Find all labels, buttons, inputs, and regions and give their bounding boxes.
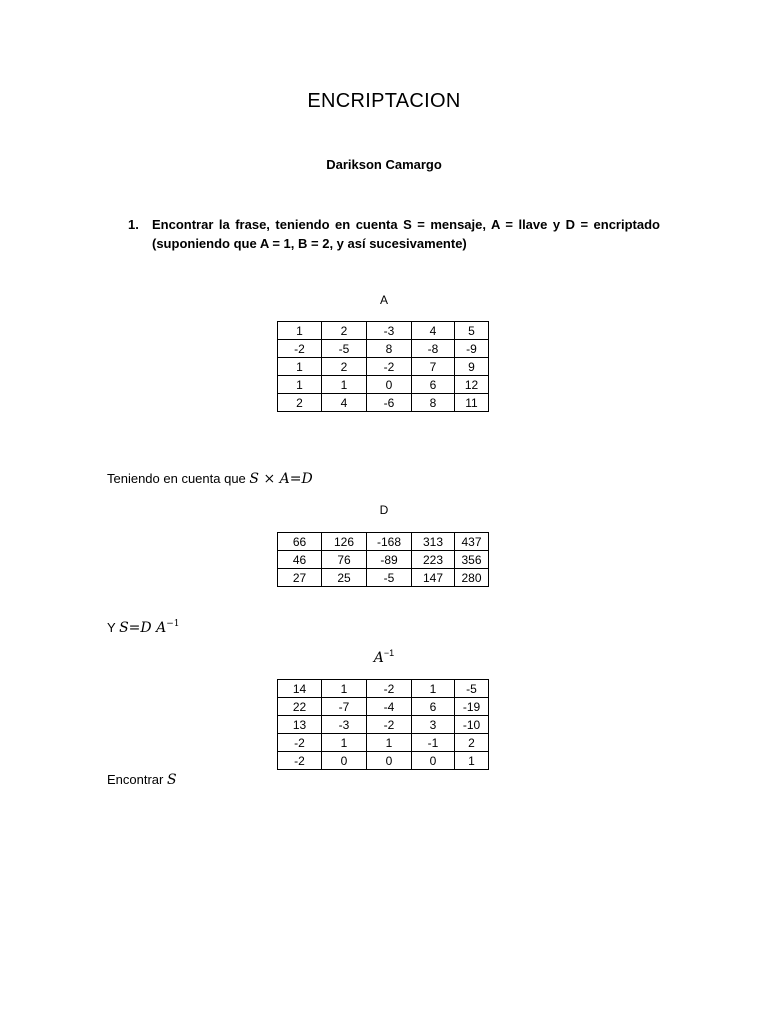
matrix-cell: -2	[367, 358, 412, 376]
matrix-cell: -4	[367, 698, 412, 716]
matrix-cell: 280	[455, 569, 489, 587]
matrix-row	[278, 569, 489, 587]
matrix-cell: -168	[367, 533, 412, 551]
matrix-d-label: D	[379, 503, 389, 517]
matrix-cell: 1	[278, 376, 322, 394]
matrix-cell: -5	[322, 340, 367, 358]
matrix-row	[278, 322, 489, 340]
matrix-cell: -89	[367, 551, 412, 569]
question-number: 1.	[128, 217, 139, 232]
matrix-cell: -2	[367, 716, 412, 734]
matrix-cell: 6	[412, 376, 455, 394]
equation	[249, 471, 312, 487]
document-title: ENCRIPTACION	[307, 90, 461, 112]
matrix-cell: 147	[412, 569, 455, 587]
matrix-row	[278, 698, 489, 716]
matrix-a-table	[277, 321, 489, 412]
matrix-row	[278, 716, 489, 734]
matrix-cell: 5	[455, 322, 489, 340]
matrix-cell: 2	[278, 394, 322, 412]
matrix-cell: -5	[455, 680, 489, 698]
statement-s-times-a-equals-d	[107, 471, 313, 487]
matrix-cell: -2	[278, 734, 322, 752]
matrix-cell: 12	[455, 376, 489, 394]
matrix-cell: 14	[278, 680, 322, 698]
matrix-row	[278, 551, 489, 569]
math-a: A	[156, 620, 167, 636]
label-base: A	[373, 650, 384, 666]
matrix-cell: 2	[322, 358, 367, 376]
matrix-cell: 437	[455, 533, 489, 551]
math-s: S	[119, 620, 129, 636]
math-d: D	[140, 620, 152, 636]
statement-text: Teniendo en cuenta que	[107, 471, 250, 486]
matrix-cell: 0	[322, 752, 367, 770]
statement-s-equals-d-a-inverse	[107, 620, 179, 636]
matrix-cell: -7	[322, 698, 367, 716]
matrix-cell: 0	[367, 376, 412, 394]
math-equals: =	[289, 471, 302, 487]
matrix-cell: 4	[322, 394, 367, 412]
matrix-cell: 76	[322, 551, 367, 569]
matrix-cell: 8	[367, 340, 412, 358]
matrix-cell: 25	[322, 569, 367, 587]
matrix-cell: 126	[322, 533, 367, 551]
matrix-row	[278, 376, 489, 394]
matrix-cell: 1	[455, 752, 489, 770]
matrix-row	[278, 533, 489, 551]
matrix-cell: 9	[455, 358, 489, 376]
author-name: Darikson Camargo	[326, 157, 442, 172]
statement-find-s	[107, 772, 177, 788]
matrix-row	[278, 340, 489, 358]
question-line-1: Encontrar la frase, teniendo en cuenta S = mensaje, A = llave y D = encriptado	[152, 217, 660, 232]
question-text	[152, 215, 660, 253]
math-times: ×	[263, 471, 276, 487]
matrix-row	[278, 734, 489, 752]
statement-text: Y	[107, 620, 120, 635]
matrix-a-inverse-table	[277, 679, 489, 770]
matrix-cell: -3	[367, 322, 412, 340]
math-s: S	[166, 772, 177, 788]
matrix-cell: 1	[278, 322, 322, 340]
matrix-cell: -5	[367, 569, 412, 587]
matrix-cell: 1	[322, 376, 367, 394]
matrix-cell: 8	[412, 394, 455, 412]
matrix-a-label: A	[379, 293, 388, 307]
matrix-cell: 22	[278, 698, 322, 716]
matrix-cell: -2	[367, 680, 412, 698]
math-equals: =	[128, 620, 141, 636]
matrix-cell: -19	[455, 698, 489, 716]
matrix-row	[278, 752, 489, 770]
matrix-cell: -1	[412, 734, 455, 752]
matrix-cell: -2	[278, 752, 322, 770]
matrix-cell: 356	[455, 551, 489, 569]
matrix-a-inverse-label	[0, 650, 768, 666]
matrix-cell: 2	[322, 322, 367, 340]
matrix-cell: 1	[412, 680, 455, 698]
matrix-cell: 66	[278, 533, 322, 551]
question-1	[128, 215, 660, 253]
matrix-cell: 0	[412, 752, 455, 770]
matrix-cell: 2	[455, 734, 489, 752]
matrix-cell: -2	[278, 340, 322, 358]
matrix-cell: 1	[322, 734, 367, 752]
math-a: A	[279, 471, 290, 487]
equation	[119, 620, 179, 636]
matrix-row	[278, 394, 489, 412]
matrix-cell: 3	[412, 716, 455, 734]
math-d: D	[301, 471, 313, 487]
matrix-cell: -8	[412, 340, 455, 358]
matrix-cell: -10	[455, 716, 489, 734]
matrix-cell: 6	[412, 698, 455, 716]
matrix-cell: 0	[367, 752, 412, 770]
label-exponent: −1	[383, 648, 395, 658]
matrix-cell: 313	[412, 533, 455, 551]
matrix-cell: 7	[412, 358, 455, 376]
math-inverse-exponent: −1	[166, 619, 180, 629]
matrix-cell: -9	[455, 340, 489, 358]
math-s: S	[249, 471, 259, 487]
matrix-row	[278, 680, 489, 698]
matrix-cell: 13	[278, 716, 322, 734]
matrix-cell: 1	[322, 680, 367, 698]
matrix-cell: -6	[367, 394, 412, 412]
statement-text: Encontrar	[107, 772, 167, 787]
matrix-cell: 1	[278, 358, 322, 376]
matrix-d-table	[277, 532, 489, 587]
matrix-cell: 27	[278, 569, 322, 587]
matrix-row	[278, 358, 489, 376]
matrix-cell: -3	[322, 716, 367, 734]
matrix-cell: 11	[455, 394, 489, 412]
matrix-cell: 4	[412, 322, 455, 340]
matrix-cell: 46	[278, 551, 322, 569]
question-line-2: (suponiendo que A = 1, B = 2, y así sucesivamente)	[152, 236, 467, 251]
matrix-cell: 223	[412, 551, 455, 569]
matrix-cell: 1	[367, 734, 412, 752]
